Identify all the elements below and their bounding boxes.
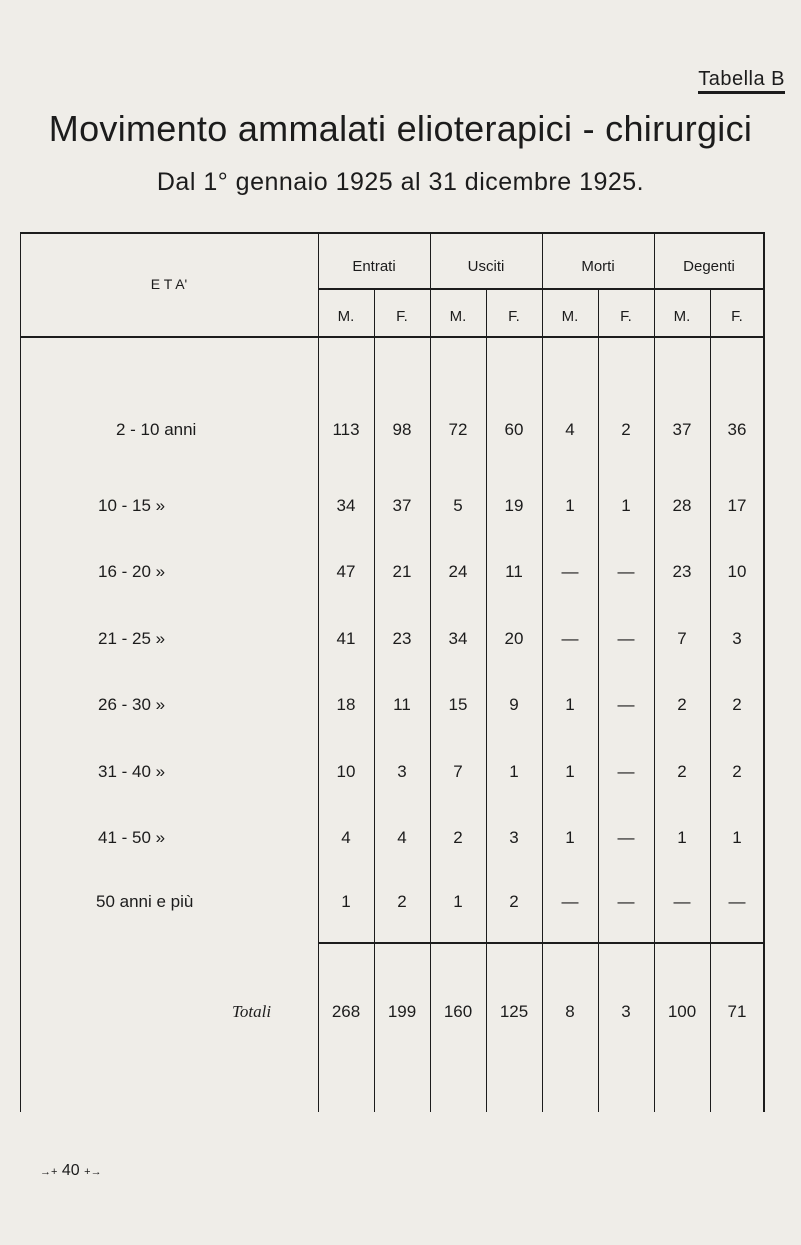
table-cell: 11	[505, 562, 523, 581]
total-cell: 160	[443, 1002, 473, 1021]
table-cell: 36	[727, 420, 747, 439]
table-cell: 1	[677, 828, 687, 847]
table-cell: 7	[453, 762, 463, 781]
table-cell: 23	[672, 562, 692, 581]
table-cell: 2	[453, 828, 463, 847]
table-cell: 2	[509, 892, 519, 911]
age-label: 2 - 10 anni	[116, 420, 197, 439]
column-rule	[318, 232, 319, 1112]
table-cell: 47	[336, 562, 356, 581]
column-rule	[542, 232, 543, 1112]
column-rule	[430, 232, 431, 1112]
table-cell: —	[728, 892, 746, 911]
table-tag: Tabella B	[698, 68, 785, 91]
total-cell: 100	[667, 1002, 697, 1021]
column-rule	[654, 232, 655, 1112]
table-cell: 15	[448, 695, 468, 714]
table-cell: 37	[672, 420, 692, 439]
age-column-header: E T A'	[150, 276, 188, 292]
table-cell: 9	[509, 695, 519, 714]
sub-header-degenti-m: M.	[673, 308, 691, 325]
sub-header-entrati-m: M.	[337, 308, 355, 325]
table-cell: 28	[672, 496, 692, 515]
tag-underline	[698, 91, 785, 94]
table-cell: —	[561, 629, 579, 648]
sub-header-degenti-f: F.	[731, 308, 743, 325]
total-cell: 71	[727, 1002, 747, 1021]
age-label: 16 - 20 »	[98, 562, 166, 581]
data-table	[20, 232, 764, 1112]
page-number: 40	[61, 1162, 80, 1179]
table-cell: 3	[509, 828, 519, 847]
table-cell: 98	[392, 420, 412, 439]
group-header-degenti: Degenti	[683, 258, 735, 275]
table-cell: 34	[448, 629, 468, 648]
table-cell: 4	[565, 420, 575, 439]
table-cell: —	[617, 828, 635, 847]
table-cell: 37	[392, 496, 412, 515]
group-header-entrati: Entrati	[352, 258, 396, 275]
table-cell: 1	[621, 496, 631, 515]
table-cell: 1	[565, 695, 575, 714]
table-cell: 3	[732, 629, 742, 648]
table-cell: —	[617, 562, 635, 581]
table-left-rule	[20, 232, 21, 1112]
table-cell: 1	[509, 762, 519, 781]
table-cell: —	[673, 892, 691, 911]
table-cell: 1	[565, 828, 575, 847]
table-cell: 17	[727, 496, 747, 515]
table-cell: 11	[393, 695, 411, 714]
table-cell: 2	[732, 762, 742, 781]
table-cell: 1	[341, 892, 351, 911]
table-cell: 2	[397, 892, 407, 911]
age-label: 31 - 40 »	[98, 762, 166, 781]
age-label: 26 - 30 »	[98, 695, 166, 714]
table-cell: 60	[504, 420, 524, 439]
table-cell: 23	[392, 629, 412, 648]
table-cell: 1	[453, 892, 463, 911]
table-cell: 41	[336, 629, 356, 648]
table-cell: 72	[448, 420, 468, 439]
group-header-morti: Morti	[581, 258, 615, 275]
total-cell: 125	[499, 1002, 529, 1021]
table-top-rule	[20, 232, 764, 234]
total-cell: 199	[387, 1002, 417, 1021]
age-label: 50 anni e più	[96, 892, 194, 911]
table-cell: —	[617, 629, 635, 648]
page-subtitle: Dal 1° gennaio 1925 al 31 dicembre 1925.	[156, 168, 645, 196]
table-cell: 24	[448, 562, 468, 581]
table-cell: 113	[332, 420, 360, 439]
total-cell: 3	[621, 1002, 631, 1021]
sub-header-morti-m: M.	[561, 308, 579, 325]
table-cell: —	[561, 562, 579, 581]
table-cell: —	[617, 762, 635, 781]
table-cell: 3	[397, 762, 407, 781]
table-cell: 7	[677, 629, 687, 648]
page-footer	[40, 1162, 102, 1180]
sub-header-usciti-m: M.	[449, 308, 467, 325]
table-cell: 5	[453, 496, 463, 515]
ornament-left-icon: →+	[40, 1166, 58, 1178]
ornament-right-icon: +→	[84, 1166, 102, 1178]
sub-header-usciti-f: F.	[508, 308, 520, 325]
table-cell: 1	[565, 496, 575, 515]
table-cell: 34	[336, 496, 356, 515]
group-header-usciti: Usciti	[467, 258, 505, 275]
table-right-rule	[763, 232, 765, 1112]
age-label: 41 - 50 »	[98, 828, 166, 847]
total-cell: 268	[331, 1002, 361, 1021]
table-cell: 2	[732, 695, 742, 714]
table-cell: 1	[732, 828, 742, 847]
table-cell: 10	[727, 562, 747, 581]
table-cell: 4	[341, 828, 351, 847]
age-label: 21 - 25 »	[98, 629, 166, 648]
table-cell: 21	[392, 562, 412, 581]
sub-header-morti-f: F.	[620, 308, 632, 325]
table-cell: 20	[504, 629, 524, 648]
totals-label: Totali	[232, 1002, 272, 1021]
age-label: 10 - 15 »	[98, 496, 166, 515]
header-bottom-rule	[20, 336, 764, 338]
table-cell: 2	[677, 762, 687, 781]
table-cell: 10	[336, 762, 356, 781]
table-cell: —	[617, 892, 635, 911]
totals-rule	[318, 942, 764, 944]
table-cell: 2	[621, 420, 631, 439]
table-cell: 4	[397, 828, 407, 847]
table-cell: 2	[677, 695, 687, 714]
table-cell: —	[561, 892, 579, 911]
table-cell: 18	[336, 695, 356, 714]
table-cell: 1	[565, 762, 575, 781]
table-cell: —	[617, 695, 635, 714]
total-cell: 8	[565, 1002, 575, 1021]
group-header-rule	[318, 288, 764, 290]
sub-header-entrati-f: F.	[396, 308, 408, 325]
page-title: Movimento ammalati elioterapici - chirurgici	[48, 108, 753, 149]
table-cell: 19	[504, 496, 524, 515]
